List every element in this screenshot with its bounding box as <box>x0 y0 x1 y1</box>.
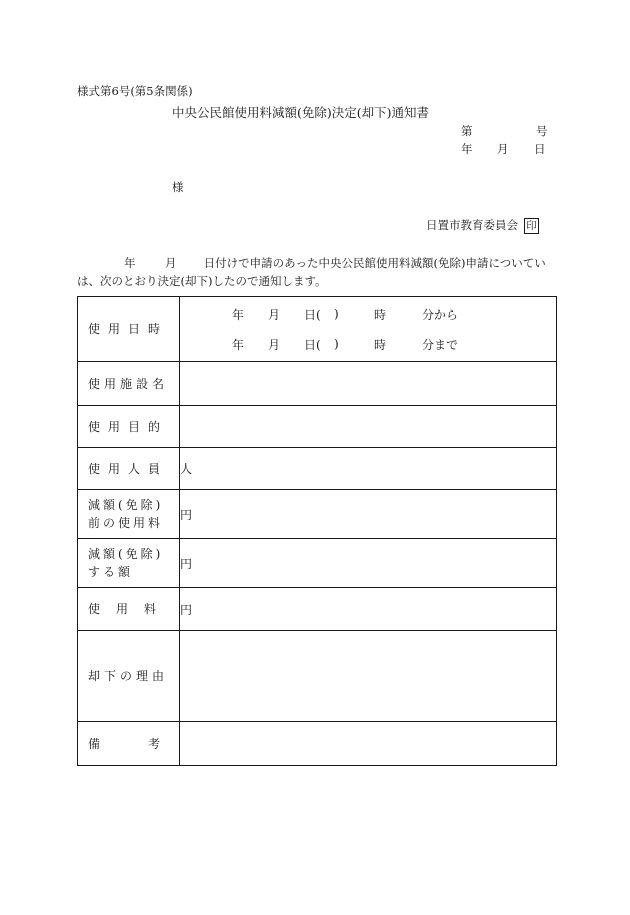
label-people: 使用人員 <box>78 448 180 490</box>
label-remarks-char1: 備 <box>88 736 101 751</box>
label-reduction-amount <box>78 539 180 588</box>
from-minute: 分から <box>422 307 459 322</box>
value-reduction-amount <box>180 539 557 588</box>
before-fee-yen: 円 <box>180 507 193 522</box>
value-remarks <box>180 722 557 766</box>
body-month: 月 <box>164 256 177 270</box>
document-title: 中央公民館使用料減額(免除)決定(却下)通知書 <box>172 105 430 120</box>
from-year: 年 <box>232 307 245 322</box>
addressee-suffix: 様 <box>172 180 184 194</box>
datetime-until-line <box>180 329 556 359</box>
value-fee <box>180 588 557 631</box>
form-number: 様式第6号(第5条関係) <box>77 84 193 98</box>
label-remarks <box>78 722 180 766</box>
label-fee-char1: 使 <box>88 602 101 616</box>
from-month: 月 <box>268 307 281 322</box>
until-month: 月 <box>268 337 281 352</box>
doc-number-suffix: 号 <box>536 124 548 138</box>
value-people <box>180 448 557 490</box>
label-remarks-char2: 考 <box>148 736 161 751</box>
body-year: 年 <box>124 256 136 270</box>
value-rejection-reason <box>180 631 557 722</box>
issue-date-year: 年 <box>461 142 473 156</box>
value-before-fee <box>180 490 557 539</box>
from-close-paren: ) <box>334 307 339 321</box>
row-purpose <box>78 406 557 448</box>
row-before-fee <box>78 490 557 539</box>
row-usage-datetime <box>78 297 557 362</box>
from-hour: 時 <box>374 307 387 322</box>
value-facility <box>180 362 557 406</box>
from-day: 日( <box>304 307 321 322</box>
issue-date-month: 月 <box>497 142 509 156</box>
value-purpose <box>180 406 557 448</box>
reduction-yen: 円 <box>180 556 193 571</box>
label-facility: 使用施設名 <box>78 362 180 406</box>
people-unit: 人 <box>180 462 193 476</box>
row-facility <box>78 362 557 406</box>
issuer-name: 日置市教育委員会 <box>426 218 518 232</box>
until-year: 年 <box>232 337 245 352</box>
fee-yen: 円 <box>180 602 193 617</box>
until-hour: 時 <box>374 337 387 352</box>
issuer <box>426 217 539 234</box>
until-minute: 分まで <box>422 337 459 352</box>
label-rejection-reason: 却下の理由 <box>78 631 180 722</box>
doc-number-prefix: 第 <box>461 124 473 138</box>
seal-mark: 印 <box>524 218 539 234</box>
value-usage-datetime <box>180 297 557 362</box>
row-reduction-amount <box>78 539 557 588</box>
label-purpose: 使用目的 <box>78 406 180 448</box>
row-rejection-reason <box>78 631 557 722</box>
body-text-rest: 日付けで申請のあった中央公民館使用料減額(免除)申請についてい <box>203 256 546 270</box>
label-before-fee-line1: 減額(免除) <box>88 498 164 512</box>
label-usage-datetime: 使用日時 <box>78 297 180 362</box>
label-reduction-line1: 減額(免除) <box>88 547 164 561</box>
label-reduction-line2: する額 <box>88 565 134 579</box>
label-fee <box>78 588 180 631</box>
body-line-2: は、次のとおり決定(却下)したので通知します。 <box>77 274 327 288</box>
label-fee-char2: 用 <box>116 602 129 616</box>
label-before-fee-line2: 前の使用料 <box>88 516 164 530</box>
row-people <box>78 448 557 490</box>
until-close-paren: ) <box>334 337 339 351</box>
notice-table <box>77 296 557 766</box>
row-fee <box>78 588 557 631</box>
until-day: 日( <box>304 337 321 352</box>
label-fee-char3: 料 <box>144 602 157 616</box>
row-remarks <box>78 722 557 766</box>
label-before-fee <box>78 490 180 539</box>
datetime-from-line <box>180 299 556 329</box>
issue-date-day: 日 <box>534 142 546 156</box>
body-line-1 <box>124 255 546 271</box>
